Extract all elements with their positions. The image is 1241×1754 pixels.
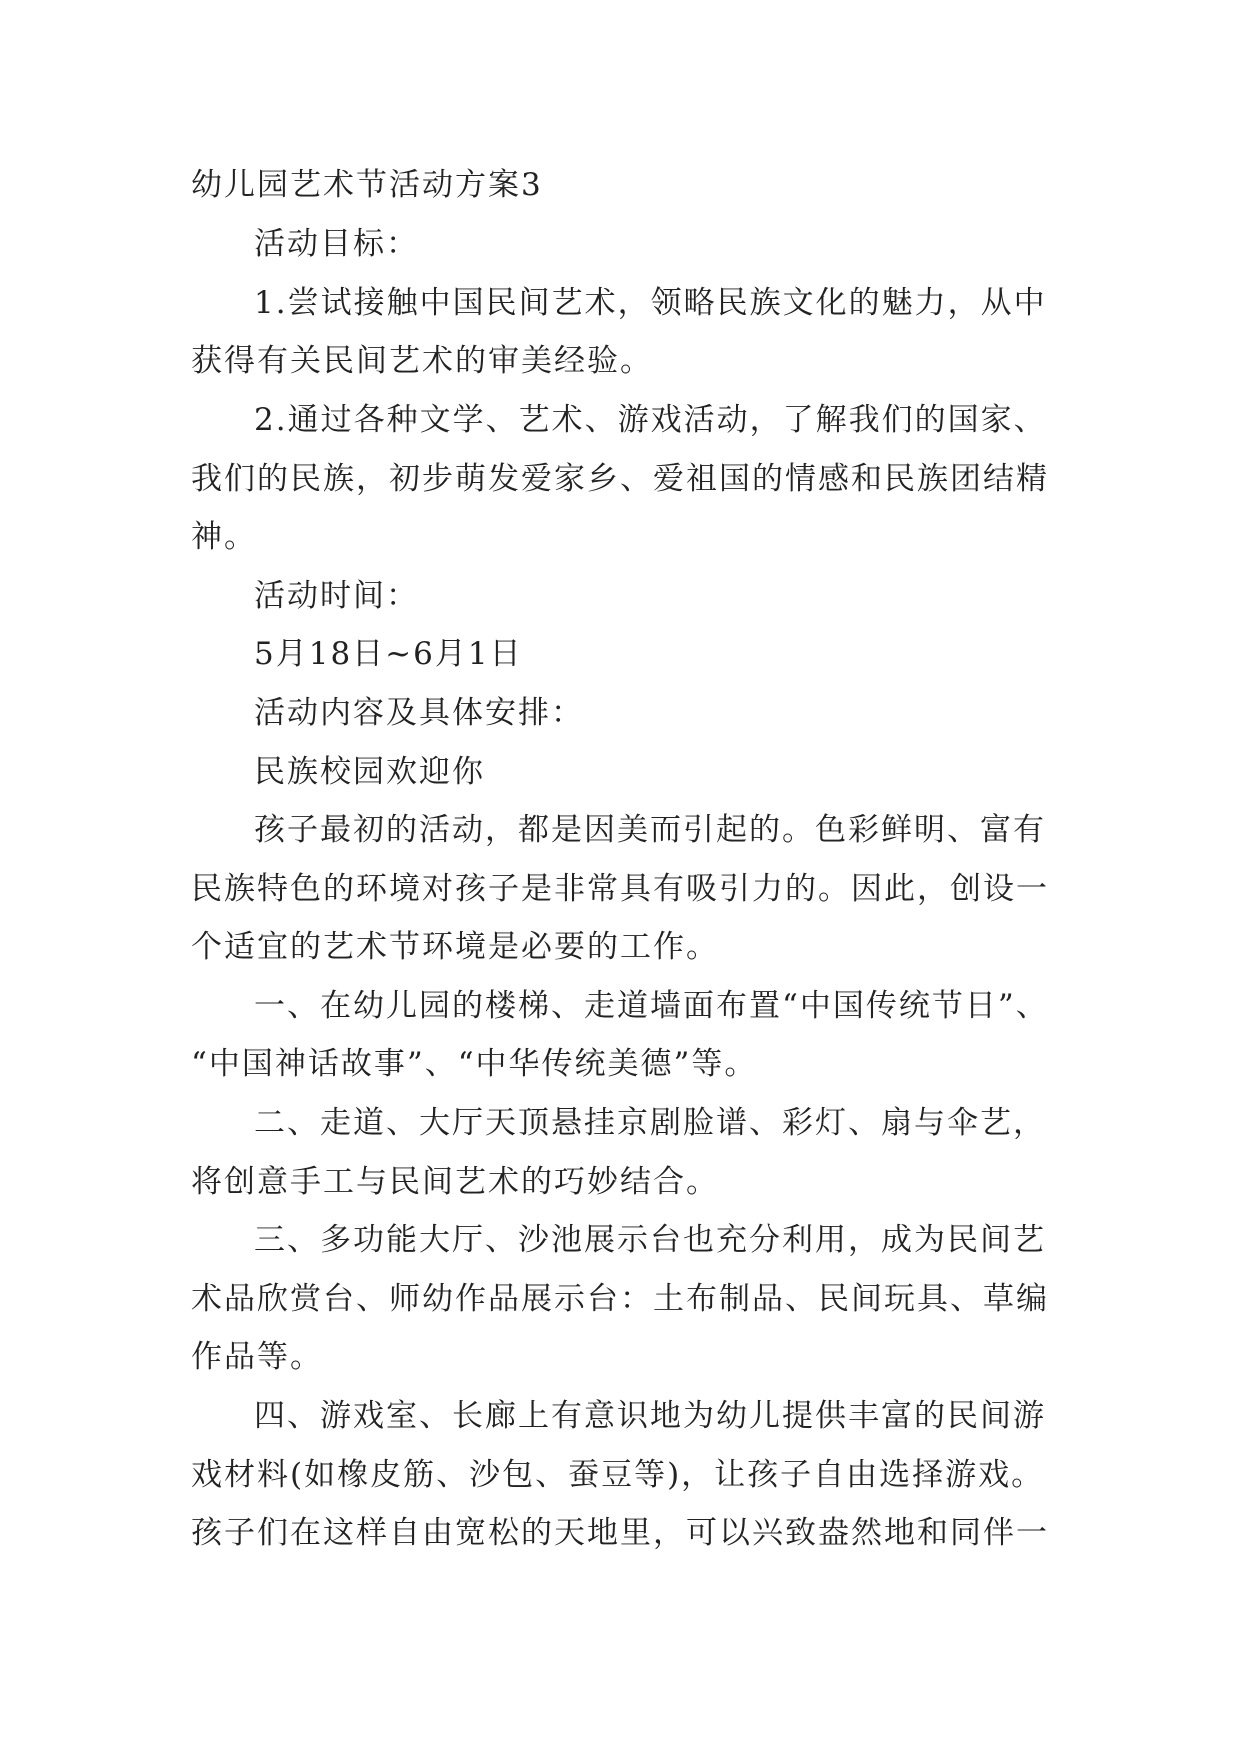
paragraph-line: 将创意手工与民间艺术的巧妙结合。 (191, 1164, 719, 1200)
paragraph-line: 术品欣赏台、师幼作品展示台：土布制品、民间玩具、草编 (191, 1281, 1049, 1317)
paragraph-line: 三、多功能大厅、沙池展示台也充分利用，成为民间艺 (254, 1222, 1046, 1258)
paragraph-line: “中国神话故事”、“中华传统美德”等。 (191, 1046, 758, 1082)
paragraph-line: 个适宜的艺术节环境是必要的工作。 (191, 929, 719, 965)
paragraph-line: 2.通过各种文学、艺术、游戏活动，了解我们的国家、 (254, 402, 1047, 438)
paragraph-line: 神。 (191, 519, 257, 555)
paragraph-line: 获得有关民间艺术的审美经验。 (191, 343, 653, 379)
paragraph-line: 二、走道、大厅天顶悬挂京剧脸谱、彩灯、扇与伞艺， (254, 1105, 1046, 1141)
paragraph-line: 戏材料(如橡皮筋、沙包、蚕豆等)，让孩子自由选择游戏。 (191, 1457, 1045, 1493)
paragraph-line: 我们的民族，初步萌发爱家乡、爱祖国的情感和民族团结精 (191, 461, 1049, 497)
paragraph-line: 民族特色的环境对孩子是非常具有吸引力的。因此，创设一 (191, 871, 1049, 907)
paragraph-line: 孩子最初的活动，都是因美而引起的。色彩鲜明、富有 (254, 812, 1046, 848)
document-title: 幼儿园艺术节活动方案3 (191, 167, 543, 203)
paragraph-line: 四、游戏室、长廊上有意识地为幼儿提供丰富的民间游 (254, 1398, 1046, 1434)
paragraph-line: 一、在幼儿园的楼梯、走道墙面布置“中国传统节日”、 (254, 988, 1049, 1024)
activity-dates: 5月18日~6月1日 (254, 636, 523, 672)
paragraph-line: 1.尝试接触中国民间艺术，领略民族文化的魅力，从中 (254, 285, 1047, 321)
paragraph-line: 孩子们在这样自由宽松的天地里，可以兴致盎然地和同伴一 (191, 1515, 1049, 1551)
paragraph-line: 作品等。 (191, 1339, 323, 1375)
section-heading-content: 活动内容及具体安排： (254, 695, 584, 731)
section-heading-goals: 活动目标： (254, 226, 419, 262)
section-heading-time: 活动时间： (254, 578, 419, 614)
subsection-heading: 民族校园欢迎你 (254, 754, 485, 790)
